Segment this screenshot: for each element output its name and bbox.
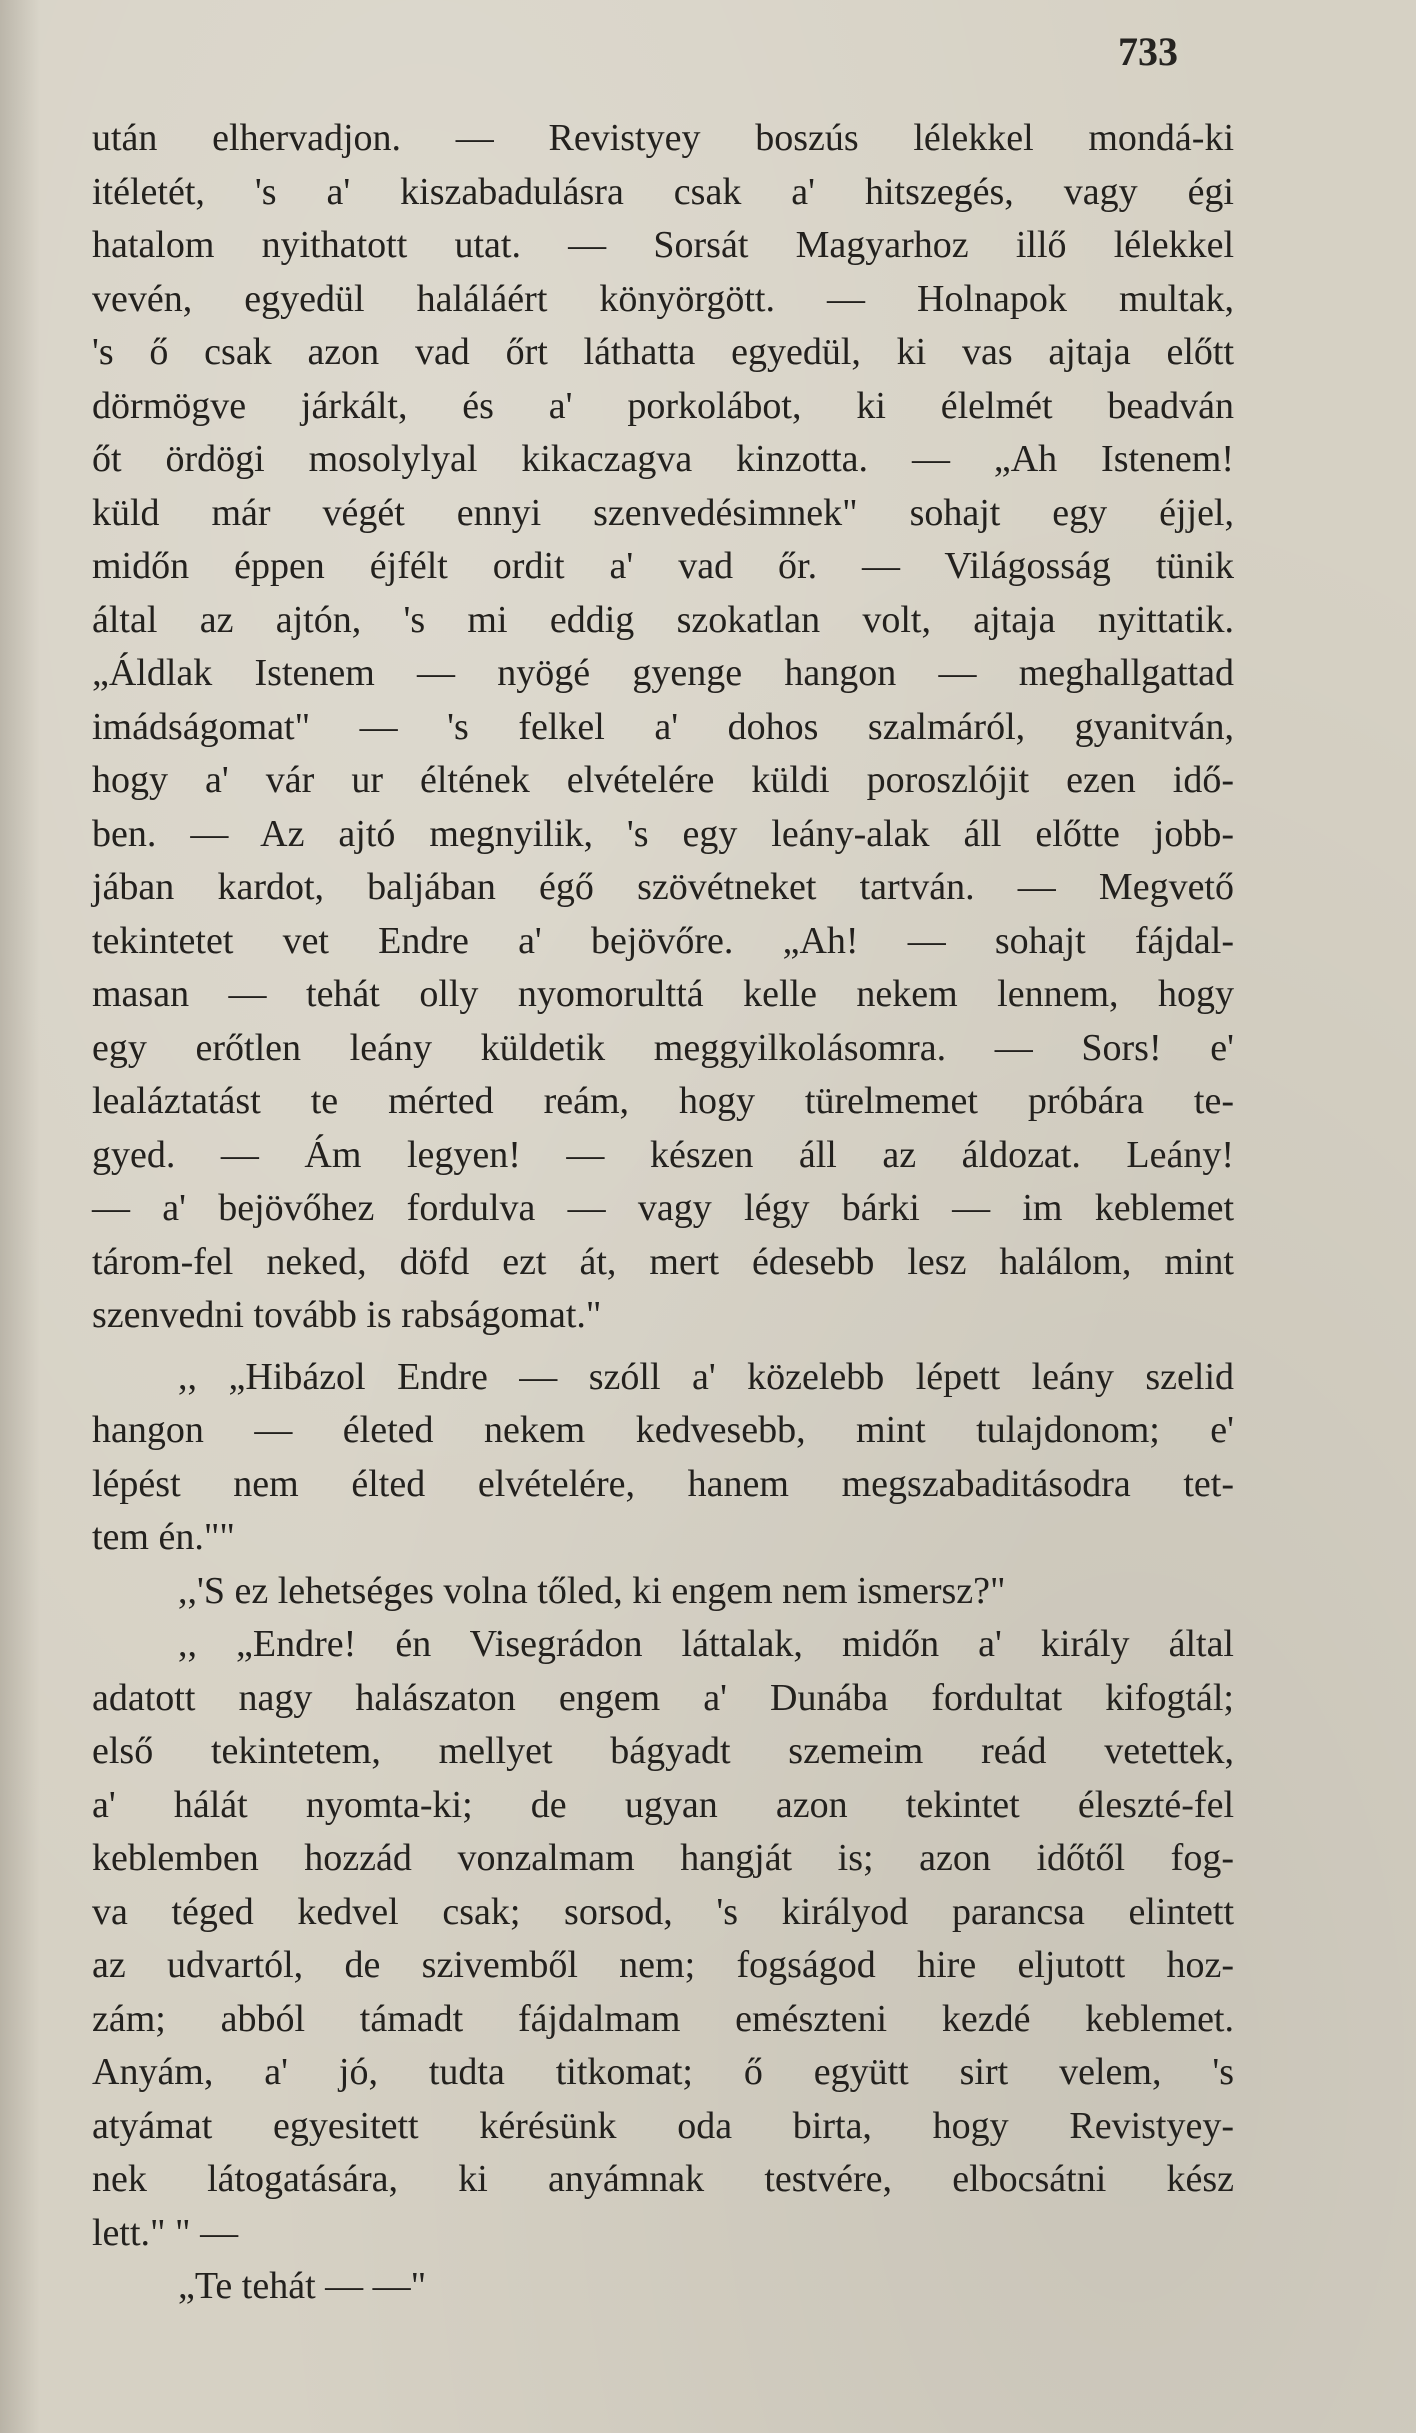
text-line: a' hálát nyomta-ki; de ugyan azon tekintet éleszté-fel: [92, 1783, 1234, 1826]
text-line: tekintetet vet Endre a' bejövőre. „Ah! — sohajt fájdal-: [92, 919, 1234, 962]
text-line: va téged kedvel csak; sorsod, 's királyod parancsa elintett: [92, 1890, 1234, 1933]
text-line: gyed. — Ám legyen! — készen áll az áldozat. Leány!: [92, 1133, 1234, 1176]
text-line: tárom-fel neked, döfd ezt át, mert édesebb lesz halálom, mint: [92, 1240, 1234, 1283]
text-line: hatalom nyithatott utat. — Sorsát Magyarhoz illő lélekkel: [92, 224, 1234, 266]
text-line: küld már végét ennyi szenvedésimnek" sohajt egy éjjel,: [92, 491, 1234, 534]
text-line: masan — tehát olly nyomorulttá kelle nekem lennem, hogy: [92, 973, 1234, 1015]
text-line: dörmögve járkált, és a' porkolábot, ki élelmét beadván: [92, 384, 1234, 427]
text-line: lépést nem élted elvételére, hanem megszabaditásodra tet-: [92, 1462, 1234, 1505]
text-line: atyámat egyesitett kérésünk oda birta, hogy Revistyey-: [92, 2104, 1234, 2147]
text-line: egy erőtlen leány küldetik meggyilkolásomra. — Sors! e': [92, 1026, 1234, 1069]
text-line: midőn éppen éjfélt ordit a' vad őr. — Világosság tünik: [92, 545, 1234, 587]
text-line: ,,'S ez lehetséges volna tőled, ki engem nem ismersz?": [178, 1569, 1006, 1612]
text-line: az udvartól, de szivemből nem; fogságod hire eljutott hoz-: [92, 1944, 1234, 1986]
page-number: 733: [1118, 29, 1178, 74]
text-line: után elhervadjon. — Revistyey boszús lélekkel mondá-ki: [92, 117, 1234, 159]
text-line: lett." " —: [92, 2211, 239, 2254]
text-line: által az ajtón, 's mi eddig szokatlan volt, ajtaja nyittatik.: [92, 598, 1234, 641]
text-line: szenvedni tovább is rabságomat.": [92, 1294, 602, 1336]
text-line: — a' bejövőhez fordulva — vagy légy bárki — im keblemet: [92, 1187, 1234, 1229]
text-line: hogy a' vár ur éltének elvételére küldi poroszlójit ezen idő-: [92, 759, 1234, 801]
text-line: őt ördögi mosolylyal kikaczagva kinzotta. — „Ah Istenem!: [92, 438, 1234, 480]
text-line: első tekintetem, mellyet bágyadt szemeim reád vetettek,: [92, 1730, 1234, 1772]
text-line: vevén, egyedül haláláért könyörgött. — Holnapok multak,: [92, 277, 1234, 320]
text-line: imádságomat" — 's felkel a' dohos szalmáról, gyanitván,: [92, 705, 1234, 748]
text-line: Anyám, a' jó, tudta titkomat; ő együtt sirt velem, 's: [92, 2051, 1234, 2093]
text-line: adatott nagy halászaton engem a' Dunába fordultat kifogtál;: [92, 1676, 1234, 1719]
text-line: hangon — életed nekem kedvesebb, mint tulajdonom; e': [92, 1409, 1234, 1451]
body-text: [92, 112, 1234, 2314]
text-line: keblemben hozzád vonzalmam hangját is; azon időtől fog-: [92, 1837, 1234, 1879]
text-line: zám; abból támadt fájdalmam emészteni kezdé keblemet.: [92, 1997, 1234, 2040]
text-line: itéletét, 's a' kiszabadulásra csak a' hitszegés, vagy égi: [92, 170, 1234, 213]
text-line: „Áldlak Istenem — nyögé gyenge hangon — meghallgattad: [92, 652, 1234, 694]
text-line: nek látogatására, ki anyámnak testvére, elbocsátni kész: [92, 2158, 1234, 2200]
text-line: ben. — Az ajtó megnyilik, 's egy leány-alak áll előtte jobb-: [92, 812, 1234, 855]
text-line: jában kardot, baljában égő szövétneket tartván. — Megvető: [92, 866, 1234, 908]
text-line: „Te tehát — —": [178, 2265, 427, 2307]
text-line: ,, „Hibázol Endre — szóll a' közelebb lépett leány szelid: [178, 1355, 1234, 1398]
text-line: tem én."": [92, 1516, 235, 1558]
text-line: 's ő csak azon vad őrt láthatta egyedül, ki vas ajtaja előtt: [92, 331, 1234, 373]
page-edge-shadow: [0, 0, 40, 2433]
text-line: ,, „Endre! én Visegrádon láttalak, midőn a' király által: [178, 1623, 1234, 1665]
text-line: lealáztatást te mérted reám, hogy türelmemet próbára te-: [92, 1080, 1234, 1122]
